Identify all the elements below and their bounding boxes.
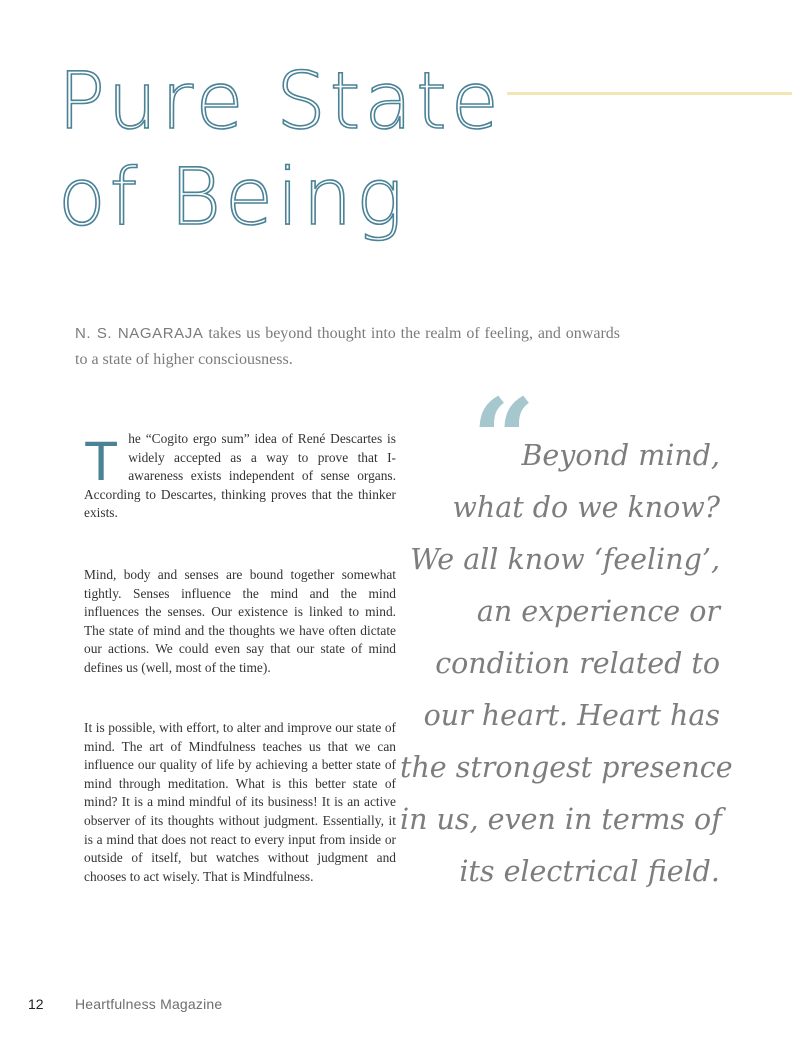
pull-quote-line: its electrical field. bbox=[459, 855, 720, 888]
pull-quote-line: our heart. Heart has bbox=[423, 699, 720, 732]
body-paragraph-2 bbox=[84, 566, 396, 678]
pull-quote-line: We all know ‘feeling’, bbox=[410, 543, 720, 576]
magazine-name: Heartfulness Magazine bbox=[75, 996, 223, 1012]
pull-quote-line: condition related to bbox=[435, 647, 720, 680]
body-paragraph-1 bbox=[84, 430, 396, 523]
pull-quote bbox=[400, 430, 733, 898]
paragraph-2-text: Mind, body and senses are bound together somewhat tightly. Senses influence the mind and the mind influences the senses. Our existence is linked to mind. The state of mind and the thoughts we have often dictate our actions. We could even say that our state of mind defines us (well, most of the time). bbox=[84, 567, 396, 675]
pull-quote-line: Beyond mind, bbox=[521, 439, 720, 472]
article-title bbox=[58, 54, 503, 246]
drop-cap: T bbox=[84, 429, 119, 492]
title-divider-line bbox=[507, 92, 792, 95]
paragraph-3-text: It is possible, with effort, to alter and improve our state of mind. The art of Mindfulness teaches us that we can influence our quality of life by achieving a better state of mind through meditation. What is this better state of mind? It is a mind mindful of its business! It is an active observer of its thoughts without judgment. Essentially, it is a mind that does not react to every input from inside or outside of itself, but watches without judgment and chooses to act wisely. That is Mindfulness. bbox=[84, 720, 396, 884]
title-line-2: of Being bbox=[58, 153, 407, 243]
article-intro bbox=[75, 321, 620, 373]
paragraph-1-text: he “Cogito ergo sum” idea of René Descartes is widely accepted as a way to prove that I-awareness exists independent of sense organs. According to Descartes, thinking proves that the thinker exists. bbox=[84, 431, 396, 521]
pull-quote-line: in us, even in terms of bbox=[400, 803, 722, 836]
body-paragraph-3 bbox=[84, 719, 396, 886]
page-number: 12 bbox=[28, 996, 44, 1012]
quote-mark-icon: “ bbox=[472, 374, 536, 503]
author-name: N. S. NAGARAJA bbox=[75, 325, 204, 342]
pull-quote-line: what do we know? bbox=[452, 491, 720, 524]
title-line-1: Pure State bbox=[58, 57, 503, 147]
pull-quote-line: the strongest presence bbox=[400, 751, 733, 784]
pull-quote-line: an experience or bbox=[476, 595, 720, 628]
intro-text: takes us beyond thought into the realm of feeling, and onwards to a state of higher consciousness. bbox=[75, 325, 621, 368]
